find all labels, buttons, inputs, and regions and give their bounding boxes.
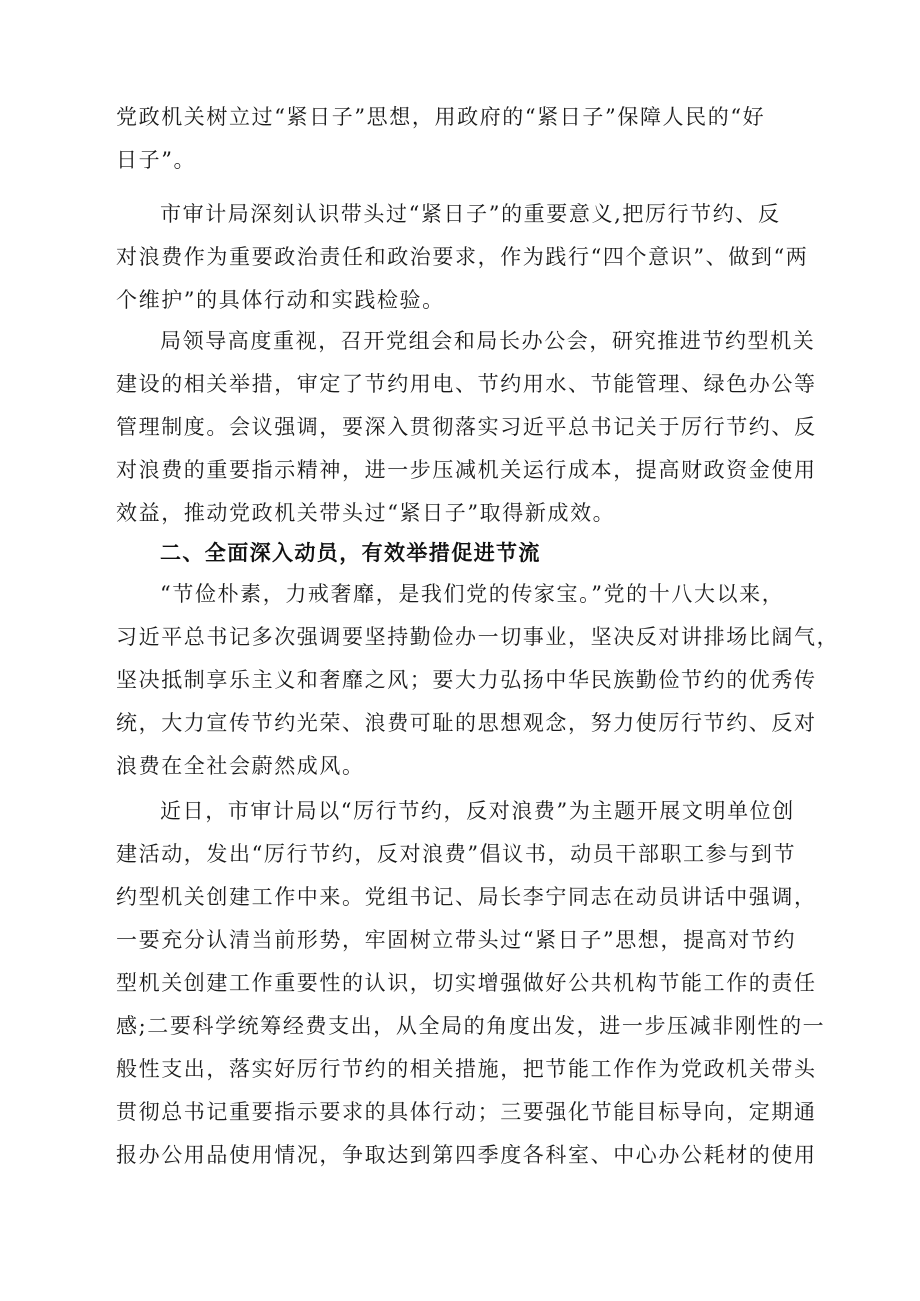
body-text-line: 约型机关创建工作中来。党组书记、局长李宁同志在动员讲话中强调， xyxy=(116,885,817,909)
body-text-line: 效益，推动党政机关带头过“紧日子”取得新成效。 xyxy=(116,501,616,525)
body-text-line: 对浪费的重要指示精神，进一步压减机关运行成本，提高财政资金使用 xyxy=(116,458,817,482)
section-heading: 二、全面深入动员，有效举措促进节流 xyxy=(160,541,541,565)
paragraph-first-line: 市审计局深刻认识带头过“紧日子”的重要意义,把厉行节约、反 xyxy=(160,202,781,226)
body-text-line: 建活动，发出“厉行节约，反对浪费”倡议书，动员干部职工参与到节 xyxy=(116,842,797,866)
body-text-line: 对浪费作为重要政治责任和政治要求，作为践行“四个意识”、做到“两 xyxy=(116,245,809,269)
body-text-line: 报办公用品使用情况，争取达到第四季度各科室、中心办公耗材的使用 xyxy=(116,1143,817,1167)
body-text-line: 一要充分认清当前形势，牢固树立带头过“紧日子”思想，提高对节约 xyxy=(116,928,797,952)
body-text-line: 个维护”的具体行动和实践检验。 xyxy=(116,288,445,312)
body-text-line: 日子”。 xyxy=(116,148,197,172)
body-text-line: 般性支出，落实好厉行节约的相关措施，把节能工作作为党政机关带头 xyxy=(116,1057,817,1081)
body-text-line: 管理制度。会议强调，要深入贯彻落实习近平总书记关于厉行节约、反 xyxy=(116,415,817,439)
body-text-line: 浪费在全社会蔚然成风。 xyxy=(116,754,365,778)
body-text-line: 坚决抵制享乐主义和奢靡之风；要大力弘扬中华民族勤俭节约的优秀传 xyxy=(116,668,817,692)
body-text-line: 贯彻总书记重要指示要求的具体行动；三要强化节能目标导向，定期通 xyxy=(116,1100,817,1124)
paragraph-first-line: 局领导高度重视，召开党组会和局长办公会，研究推进节约型机关 xyxy=(160,329,816,353)
paragraph-first-line: “节俭朴素，力戒奢靡，是我们党的传家宝。”党的十八大以来， xyxy=(160,582,785,606)
body-text-line: 党政机关树立过“紧日子”思想，用政府的“紧日子”保障人民的“好 xyxy=(116,105,766,129)
body-text-line: 统，大力宣传节约光荣、浪费可耻的思想观念，努力使厉行节约、反对 xyxy=(116,711,817,735)
body-text-line: 习近平总书记多次强调要坚持勤俭办一切事业，坚决反对讲排场比阔气， xyxy=(116,625,840,649)
body-text-line: 型机关创建工作重要性的认识，切实增强做好公共机构节能工作的责任 xyxy=(116,971,817,995)
body-text-line: 感;二要科学统筹经费支出，从全局的角度出发，进一步压减非刚性的一 xyxy=(116,1014,826,1038)
paragraph-first-line: 近日，市审计局以“厉行节约，反对浪费”为主题开展文明单位创 xyxy=(160,799,795,823)
body-text-line: 建设的相关举措，审定了节约用电、节约用水、节能管理、绿色办公等 xyxy=(116,372,817,396)
